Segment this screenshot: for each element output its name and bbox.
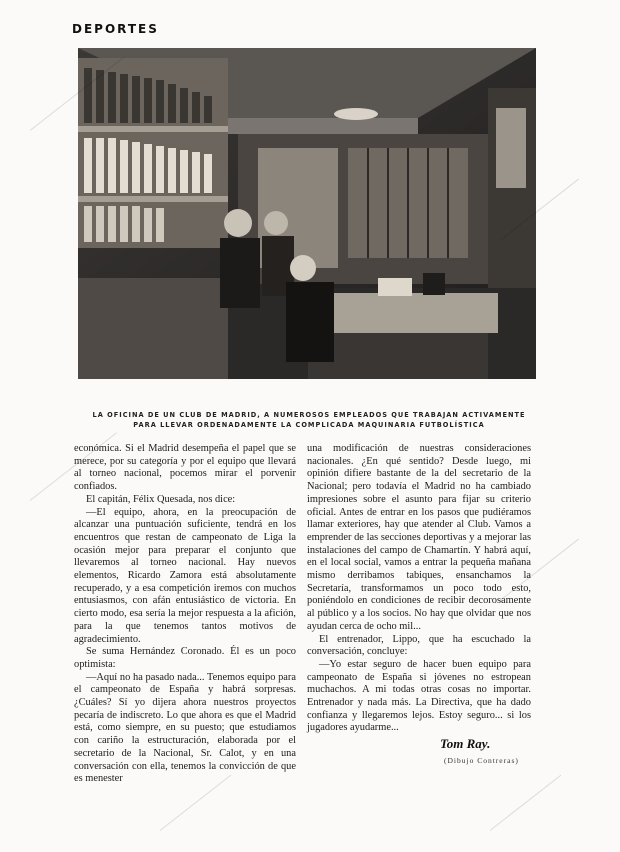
article-column-right: [307, 443, 531, 735]
photo-credit: (Dibujo Contreras): [444, 756, 519, 765]
paragraph: —Yo estar seguro de hacer buen equipo para campeonato de España si jóvenes no estropean muchachos. A mi todas otras cosas no importar. Entrenador y nada más. La Directiva, que ha dado confianza y llegaremos lejos. Estoy seguro... si los jugadores ayudarme...: [307, 658, 531, 734]
watermark-line: [490, 775, 562, 831]
paragraph: una modificación de nuestras consideraciones nacionales. ¿En qué sentido? Desde luego, mi opinión difiere bastante de la del secretario de la Nacional; pero todavía el Madrid no ha cambiado impresiones sobre el asunto para fijar su criterio oficial. Antes de entrar en los pasos que pudiéramos llamar exteriores, hay que atender al Club. Vamos a emprender de las secciones deportivas y a mejorar las instalaciones del campo de Chamartín. Y habrá aquí, en el local social, vamos a entrar la pequeña mañana mismo derribamos tabiques, ensanchamos la Secretaría, transformamos un poco todo esto, poniéndolo en condiciones de recibir decorosamente al público y a los socios. No hay que olvidar que nos ayudan cerca de ocho mil...: [307, 443, 531, 632]
caption-line-2: PARA LLEVAR ORDENADAMENTE LA COMPLICADA MAQUINARIA FUTBOLÍSTICA: [133, 421, 485, 429]
paragraph: Se suma Hernández Coronado. Él es un poco optimista:: [74, 646, 296, 670]
paragraph: económica. Si el Madrid desempeña el papel que se merece, por su categoría y por el equipo que llevará al torneo nacional, pocemos mirar el porvenir confiados.: [74, 443, 296, 493]
paragraph: —Aquí no ha pasado nada... Tenemos equipo para el campeonato de España y habrá sorpresas. ¿Cuáles? Sí yo dijera ahora nuestros proyectos pecaría de indiscreto. Lo que ahora es que el Madrid está, como siempre, en su puesto; que estudiamos con cariño la estructuración, elaborada por el secretario de la Nacional, Sr. Calot, y en una conversación con ella, tenemos la convicción de que es menester: [74, 671, 296, 785]
paragraph: El capitán, Félix Quesada, nos dice:: [86, 493, 236, 505]
author-signature: Tom Ray.: [440, 736, 491, 751]
photo-caption: [86, 410, 532, 430]
caption-line-1: LA OFICINA DE UN CLUB DE MADRID, A NUMEROSOS EMPLEADOS QUE TRABAJAN ACTIVAMENTE: [92, 411, 526, 419]
section-header: DEPORTES: [72, 22, 159, 36]
article-column-left: [74, 443, 296, 786]
office-photo: [78, 48, 536, 379]
paragraph: El entrenador, Lippo, que ha escuchado la conversación, concluye:: [307, 633, 531, 658]
paragraph: —El equipo, ahora, en la preocupación de alcanzar una puntuación suficiente, tendrá en los encuentros que restan de campeonato de Liga la ocasión mejor para preparar el conjunto que llevaremos al torneo nacional. Hay nuevos elementos, Ricardo Zamora está absolutamente recuperado, y a esa competición iremos con muchos entusiasmos, con afán entusiástico de victoria. En cierto modo, esa sería la mejor respuesta a la afición, para la que tenemos tantos motivos de agradecimiento.: [74, 506, 296, 645]
